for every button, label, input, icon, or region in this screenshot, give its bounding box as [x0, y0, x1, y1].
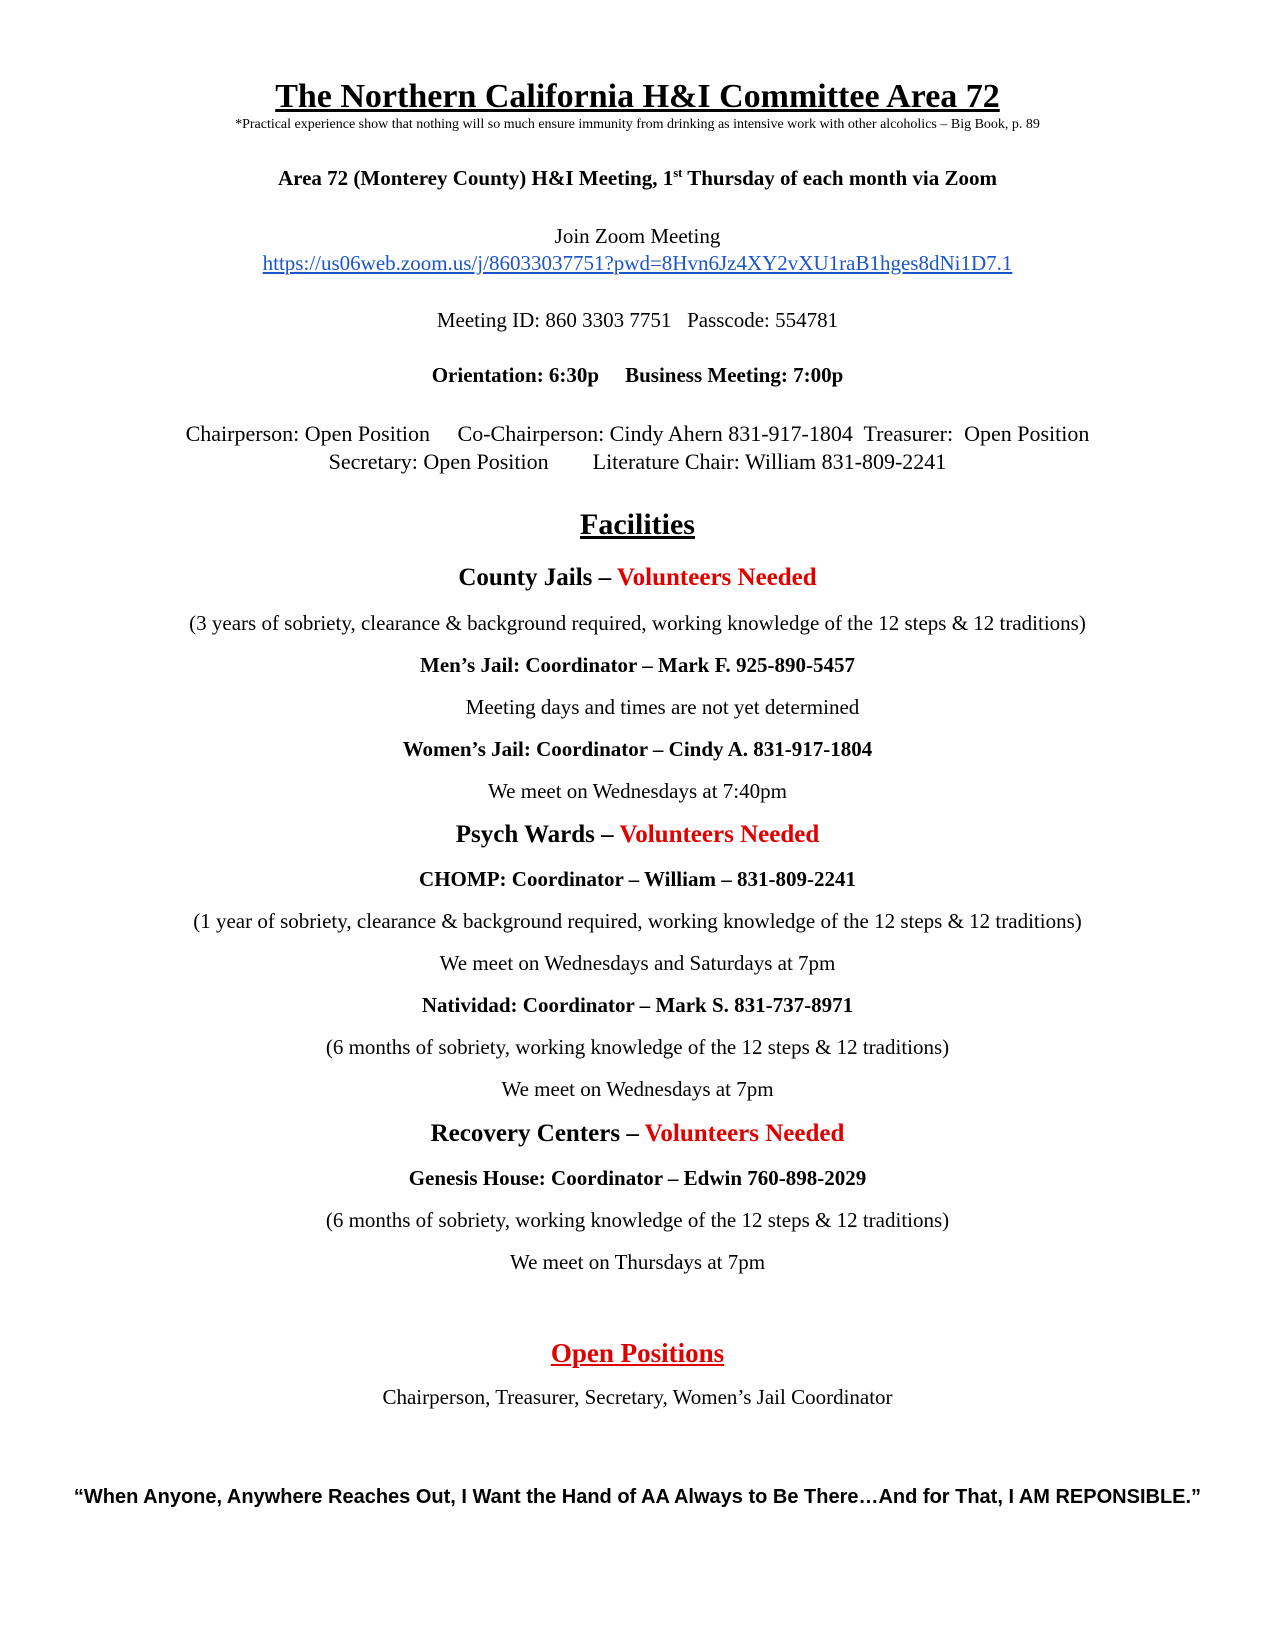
zoom-link[interactable]: https://us06web.zoom.us/j/86033037751?pwd=8Hvn6Jz4XY2vXU1raB1hges8dNi1D7.1 — [262, 251, 1013, 275]
volunteers-needed-badge: Volunteers Needed — [616, 564, 817, 591]
womens-jail-schedule: We meet on Wednesdays at 7:40pm — [488, 779, 787, 803]
womens-jail-coordinator: Women’s Jail: Coordinator – Cindy A. 831-917-1804 — [402, 737, 873, 761]
join-zoom-label: Join Zoom Meeting — [554, 224, 721, 248]
county-jails-heading — [0, 565, 1275, 590]
recovery-centers-label: Recovery Centers – — [430, 1120, 645, 1147]
chomp-coordinator: CHOMP: Coordinator – William – 831-809-2241 — [419, 867, 856, 891]
county-jails-label: County Jails – — [458, 564, 617, 591]
meeting-heading-ordinal: st — [673, 166, 683, 180]
natividad-coordinator: Natividad: Coordinator – Mark S. 831-737-8971 — [421, 993, 854, 1017]
genesis-house-schedule: We meet on Thursdays at 7pm — [509, 1250, 766, 1274]
open-positions-list: Chairperson, Treasurer, Secretary, Women’s Jail Coordinator — [382, 1385, 893, 1409]
facilities-heading: Facilities — [580, 508, 695, 541]
mens-jail-coordinator: Men’s Jail: Coordinator – Mark F. 925-890-5457 — [420, 653, 855, 677]
orientation-time: Orientation: 6:30p — [431, 363, 600, 387]
officers-line-1: Chairperson: Open Position Co-Chairperson: Cindy Ahern 831-917-1804 Treasurer: Open Position — [185, 421, 1090, 446]
recovery-centers-heading — [0, 1121, 1275, 1146]
meeting-times — [0, 365, 1275, 386]
open-positions-heading: Open Positions — [550, 1338, 725, 1368]
natividad-requirements: (6 months of sobriety, working knowledge of the 12 steps & 12 traditions) — [325, 1035, 950, 1059]
meeting-heading-post: Thursday of each month via Zoom — [682, 166, 997, 190]
psych-wards-label: Psych Wards – — [455, 821, 620, 848]
officers-line-2: Secretary: Open Position Literature Chair: William 831-809-2241 — [328, 449, 947, 474]
genesis-house-requirements: (6 months of sobriety, working knowledge of the 12 steps & 12 traditions) — [325, 1208, 950, 1232]
genesis-house-coordinator: Genesis House: Coordinator – Edwin 760-898-2029 — [408, 1166, 867, 1190]
big-book-quote: *Practical experience show that nothing will so much ensure immunity from drinking as intensive work with other alcoholics – Big Book, p. 89 — [235, 117, 1040, 132]
responsibility-motto: “When Anyone, Anywhere Reaches Out, I Want the Hand of AA Always to Be There…And for That, I AM REPONSIBLE.” — [73, 1486, 1202, 1508]
natividad-schedule: We meet on Wednesdays at 7pm — [501, 1077, 774, 1101]
chomp-requirements: (1 year of sobriety, clearance & background required, working knowledge of the 12 steps & 12 traditions) — [193, 909, 1082, 933]
chomp-schedule: We meet on Wednesdays and Saturdays at 7pm — [439, 951, 836, 975]
volunteers-needed-badge: Volunteers Needed — [644, 1120, 845, 1147]
psych-wards-heading — [0, 822, 1275, 847]
meeting-id-passcode: Meeting ID: 860 3303 7751 Passcode: 554781 — [436, 308, 839, 332]
meeting-heading-pre: Area 72 (Monterey County) H&I Meeting, 1 — [278, 166, 674, 190]
page-title: The Northern California H&I Committee Area 72 — [275, 78, 1000, 115]
mens-jail-schedule: Meeting days and times are not yet determined — [465, 695, 860, 719]
county-jails-requirements: (3 years of sobriety, clearance & background required, working knowledge of the 12 steps & 12 traditions) — [189, 611, 1086, 635]
business-meeting-time: Business Meeting: 7:00p — [625, 363, 844, 387]
zoom-link-row — [0, 253, 1275, 274]
meeting-heading — [0, 168, 1275, 189]
volunteers-needed-badge: Volunteers Needed — [619, 821, 820, 848]
